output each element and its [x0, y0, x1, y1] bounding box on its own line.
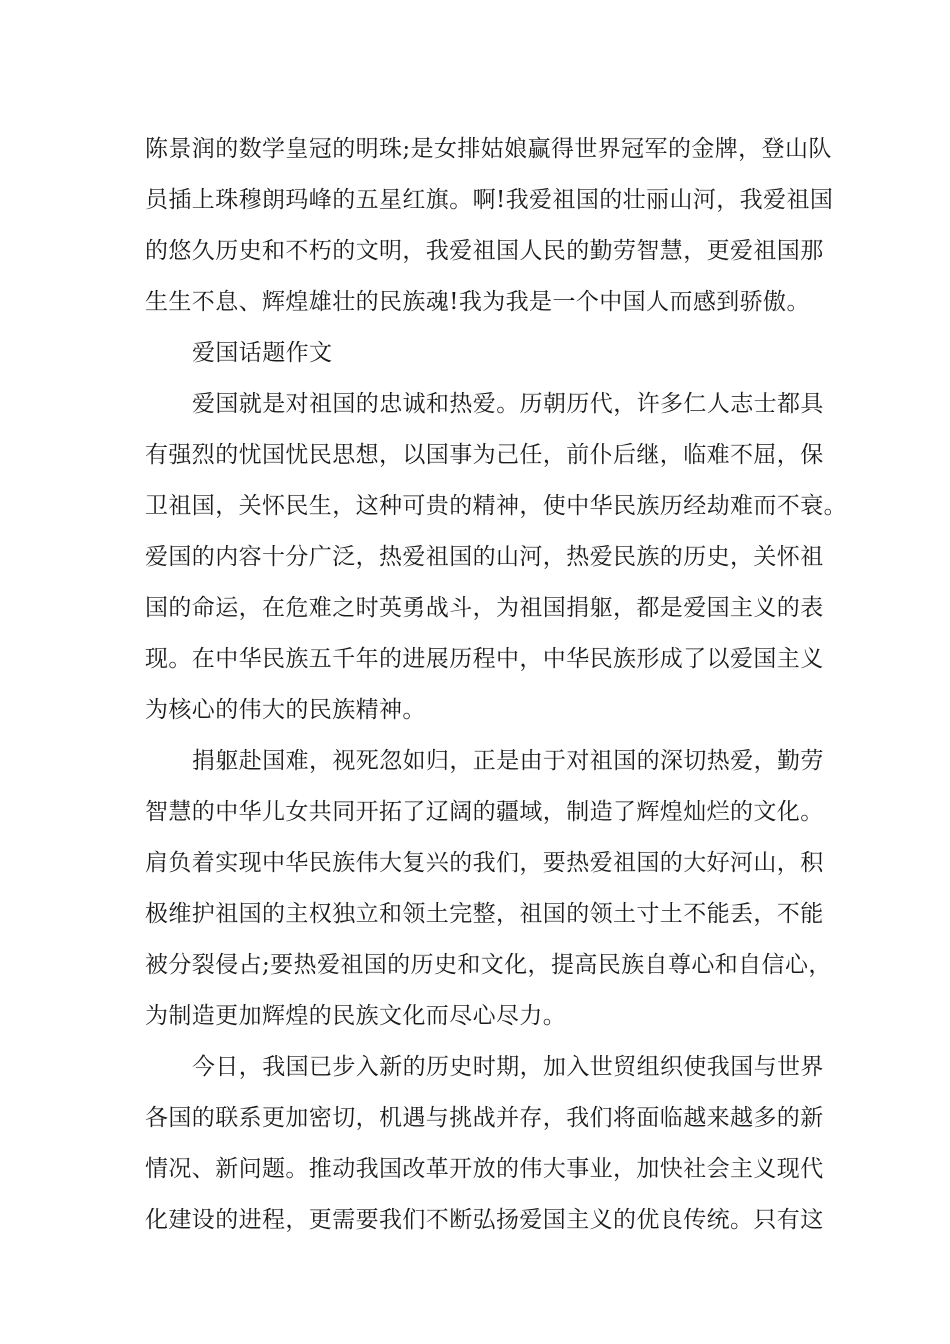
text-line: 今日，我国已步入新的历史时期，加入世贸组织使我国与世界 — [192, 1054, 824, 1080]
text-line: 为核心的伟大的民族精神。 — [145, 697, 426, 723]
text-line: 为制造更加辉煌的民族文化而尽心尽力。 — [145, 1003, 567, 1029]
text-line: 化建设的进程，更需要我们不断弘扬爱国主义的优良传统。只有这 — [145, 1207, 824, 1233]
text-line: 捐躯赴国难，视死忽如归，正是由于对祖国的深切热爱，勤劳 — [192, 748, 824, 774]
text-line: 被分裂侵占;要热爱祖国的历史和文化，提高民族自尊心和自信心， — [145, 952, 832, 978]
section-heading: 爱国话题作文 — [192, 340, 333, 366]
text-line: 有强烈的忧国忧民思想，以国事为己任，前仆后继，临难不屈，保 — [145, 442, 824, 468]
text-line: 陈景润的数学皇冠的明珠;是女排姑娘赢得世界冠军的金牌，登山队 — [145, 136, 832, 162]
text-line: 生生不息、辉煌雄壮的民族魂!我为我是一个中国人而感到骄傲。 — [145, 289, 810, 315]
text-line: 国的命运，在危难之时英勇战斗，为祖国捐躯，都是爱国主义的表 — [145, 595, 824, 621]
text-line: 情况、新问题。推动我国改革开放的伟大事业，加快社会主义现代 — [145, 1156, 824, 1182]
text-line: 卫祖国，关怀民生，这种可贵的精神，使中华民族历经劫难而不衰。 — [145, 493, 847, 519]
text-line: 各国的联系更加密切，机遇与挑战并存，我们将面临越来越多的新 — [145, 1105, 824, 1131]
text-line: 智慧的中华儿女共同开拓了辽阔的疆域，制造了辉煌灿烂的文化。 — [145, 799, 824, 825]
text-line: 肩负着实现中华民族伟大复兴的我们，要热爱祖国的大好河山，积 — [145, 850, 824, 876]
text-line: 现。在中华民族五千年的进展历程中，中华民族形成了以爱国主义 — [145, 646, 824, 672]
text-line: 员插上珠穆朗玛峰的五星红旗。啊!我爱祖国的壮丽山河，我爱祖国 — [145, 187, 834, 213]
text-line: 爱国就是对祖国的忠诚和热爱。历朝历代，许多仁人志士都具 — [192, 391, 824, 417]
text-line: 的悠久历史和不朽的文明，我爱祖国人民的勤劳智慧，更爱祖国那 — [145, 238, 824, 264]
text-line: 极维护祖国的主权独立和领土完整，祖国的领土寸土不能丢，不能 — [145, 901, 824, 927]
text-line: 爱国的内容十分广泛，热爱祖国的山河，热爱民族的历史，关怀祖 — [145, 544, 824, 570]
